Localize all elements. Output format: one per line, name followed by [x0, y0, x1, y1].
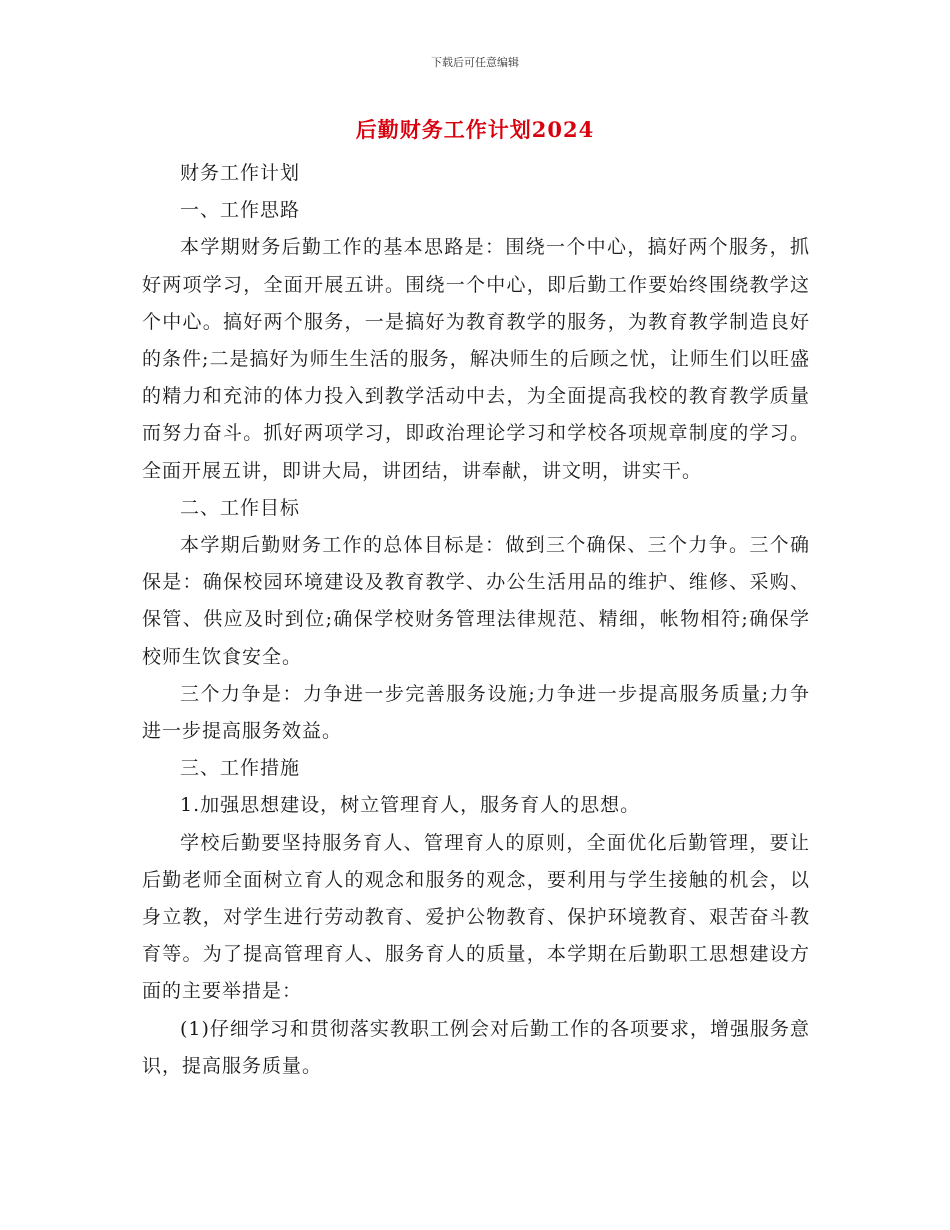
section-heading-2: 二、工作目标	[180, 496, 301, 519]
paragraph: 学校后勤要坚持服务育人、管理育人的原则，全面优化后勤管理，要让后勤老师全面树立育人的观念和服务的观念，要利用与学生接触的机会，以身立教，对学生进行劳动教育、爱护公物教育、保护环境教育、艰苦奋斗教育等。为了提高管理育人、服务育人的质量，本学期在后勤职工思想建设方面的主要举措是：	[142, 831, 810, 1003]
paragraph: 三个力争是：力争进一步完善服务设施;力争进一步提高服务质量;力争进一步提高服务效益。	[142, 682, 810, 743]
section-heading-1: 一、工作思路	[180, 199, 301, 222]
paragraph-heading: 财务工作计划	[180, 162, 301, 184]
header-note: 下载后可任意编辑	[431, 56, 519, 69]
section-heading-3: 三、工作措施	[180, 757, 301, 780]
subsection-heading: 1.加强思想建设，树立管理育人，服务育人的思想。	[180, 794, 641, 817]
paragraph: (1)仔细学习和贯彻落实教职工例会对后勤工作的各项要求，增强服务意识，提高服务质量。	[142, 1017, 810, 1077]
document-title: 后勤财务工作计划2024	[355, 117, 595, 142]
document-body	[142, 155, 810, 1085]
paragraph: 本学期财务后勤工作的基本思路是：围绕一个中心，搞好两个服务，抓好两项学习，全面开展五讲。围绕一个中心，即后勤工作要始终围绕教学这个中心。搞好两个服务，一是搞好为教育教学的服务，为教育教学制造良好的条件;二是搞好为师生生活的服务，解决师生的后顾之忧，让师生们以旺盛的精力和充沛的体力投入到教学活动中去，为全面提高我校的教育教学质量而努力奋斗。抓好两项学习，即政治理论学习和学校各项规章制度的学习。全面开展五讲，即讲大局，讲团结，讲奉献，讲文明，讲实干。	[142, 236, 810, 482]
paragraph: 本学期后勤财务工作的总体目标是：做到三个确保、三个力争。三个确保是：确保校园环境建设及教育教学、办公生活用品的维护、维修、采购、保管、供应及时到位;确保学校财务管理法律规范、精细，帐物相符;确保学校师生饮食安全。	[142, 534, 810, 668]
